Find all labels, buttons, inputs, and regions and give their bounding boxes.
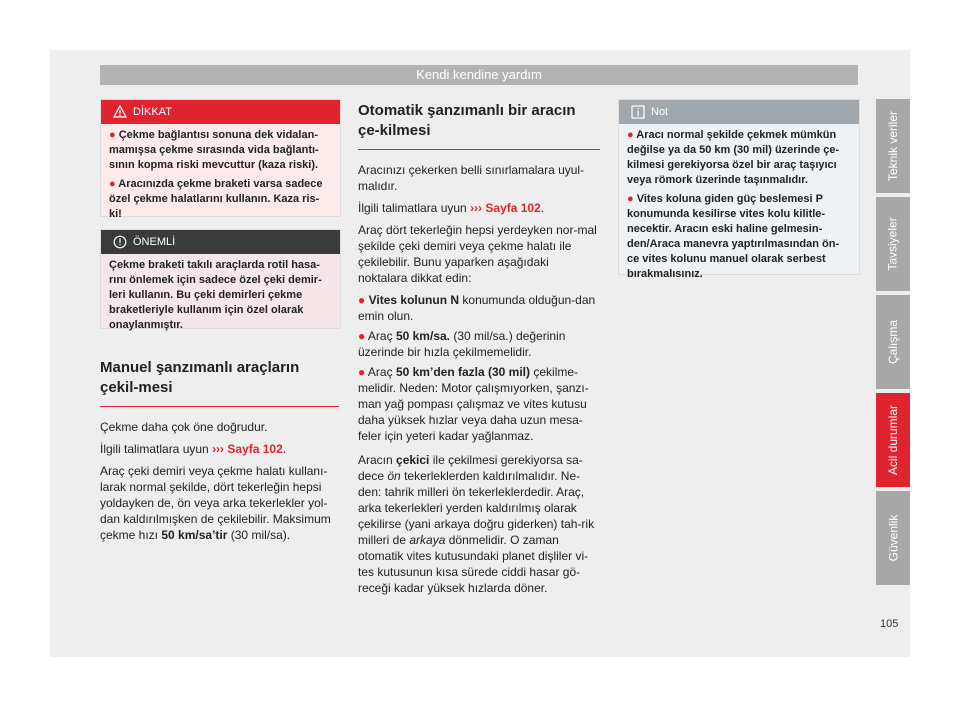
tab-label: Teknik veriler	[886, 110, 900, 182]
paragraph: İlgili talimatlara uyun ››› Sayfa 102.	[358, 201, 545, 215]
notice-header	[101, 230, 340, 254]
warning-title: DİKKAT	[133, 106, 172, 118]
warning-box	[100, 99, 341, 220]
list-item: ● Vites kolunun N konumunda olduğun-dan emin olun.	[358, 293, 596, 323]
tab-acil-durumlar[interactable]	[876, 393, 910, 487]
paragraph: Aracın çekici ile çekilmesi gerekiyorsa sa-dece ön tekerleklerden kaldırılmalıdır. Ne-den: tahrik milleri ön tekerleklerdedir. Araç, arka tekerlekleri yerden kaldırılmış olarak çekilirse (yani arkaya doğru giderken) tah-rik milleri de arkaya dönmelidir. O zaman otomatik vites kutusundaki planet dişliler vi-tes kutusunun kısa sürede ciddi hasar gö-receği kadar yüksek hızlarda döner.	[358, 453, 595, 595]
section-title: Otomatik şanzımanlı bir aracın çe-kilmesi	[358, 102, 576, 139]
section-divider	[358, 149, 600, 150]
tab-label: Acil durumlar	[886, 404, 900, 476]
notice-box	[100, 229, 341, 329]
paragraph: Araç dört tekerleğin hepsi yerdeyken nor-mal şekilde çeki demiri veya çekme halatı ile çekilebilir. Bunu yaparken aşağıdaki noktalara dikkat edin:	[358, 223, 597, 285]
tab-teknik-veriler[interactable]	[876, 99, 910, 193]
info-icon	[631, 105, 645, 119]
notice-title: ÖNEMLİ	[133, 236, 176, 248]
tab-tavsiyeler[interactable]	[876, 197, 910, 291]
paragraph: İlgili talimatlara uyun ››› Sayfa 102.	[100, 442, 287, 456]
warning-header	[101, 100, 340, 124]
tab-label: Çalışma	[886, 319, 901, 365]
note-header	[619, 100, 859, 124]
list-item: ● Aracı normal şekilde çekmek mümkün değilse ya da 50 km (30 mil) üzerinde çe-kilmesi gerekiyorsa özel bir araç taşıyıcı veya römork üzerinde taşınmalıdır.	[627, 129, 840, 186]
tab-guvenlik[interactable]	[876, 491, 910, 585]
list-item: ● Araç 50 km’den fazla (30 mil) çekilme-melidir. Neden: Motor çalışmıyorken, şanzı-man yağ pompası çalışmaz ve vites kutusu daha yüksek hızlar veya daha uzun mesa-feler için yeteri kadar yağlanmaz.	[358, 365, 589, 443]
tab-calisma[interactable]	[876, 295, 910, 389]
page-link[interactable]: ››› Sayfa 102	[470, 201, 541, 215]
page-number: 105	[880, 618, 899, 630]
section-divider	[100, 406, 339, 407]
note-title: Not	[651, 106, 669, 118]
page-header: Kendi kendine yardım	[100, 65, 858, 85]
paragraph: Araç çeki demiri veya çekme halatı kullanı-larak normal şekilde, dört tekerleğin hepsi yoldayken de, ön veya arka tekerlekler yol-dan kaldırılmışken de çekilebilir. Maksimum çekme hızı 50 km/sa’tir (30 mil/sa).	[100, 464, 331, 542]
section-title: Manuel şanzımanlı araçların çekil-mesi	[100, 359, 300, 396]
exclamation-circle-icon	[113, 235, 127, 249]
warning-triangle-icon	[113, 105, 127, 119]
tab-label: Tavsiyeler	[886, 217, 901, 271]
paragraph: Aracınızı çekerken belli sınırlamalara uyul-malıdır.	[358, 163, 585, 193]
list-item: ● Aracınızda çekme braketi varsa sadece özel çekme halatlarını kullanın. Kaza ris-ki!	[109, 178, 323, 220]
page-link[interactable]: ››› Sayfa 102	[212, 442, 283, 456]
paragraph: Çekme daha çok öne doğrudur.	[100, 420, 268, 434]
list-item: ● Vites koluna giden güç beslemesi P konumunda kesilirse vites kolu kilitle-necektir. Aracın eski haline gelmesin-den/Araca manevra yaptırılmasından ön-ce vites kolunu manuel olarak serbest bırakmalısınız.	[627, 193, 840, 280]
list-item: ● Çekme bağlantısı sonuna dek vidalan-mamışsa çekme sırasında vida bağlantı-sının kopma riski mevcuttur (kaza riski).	[109, 129, 319, 171]
notice-text: Çekme braketi takılı araçlarda rotil hasa-rını önlemek için sadece özel çeki demir-leri kullanın. Bu çeki demirleri çekme braketleriyle kullanım için özel olarak onaylanmıştır.	[109, 259, 322, 331]
list-item: ● Araç 50 km/sa. (30 mil/sa.) değerinin üzerinde bir hızla çekilmemelidir.	[358, 329, 566, 359]
note-box	[618, 99, 860, 280]
tab-label: Güvenlik	[886, 514, 900, 562]
